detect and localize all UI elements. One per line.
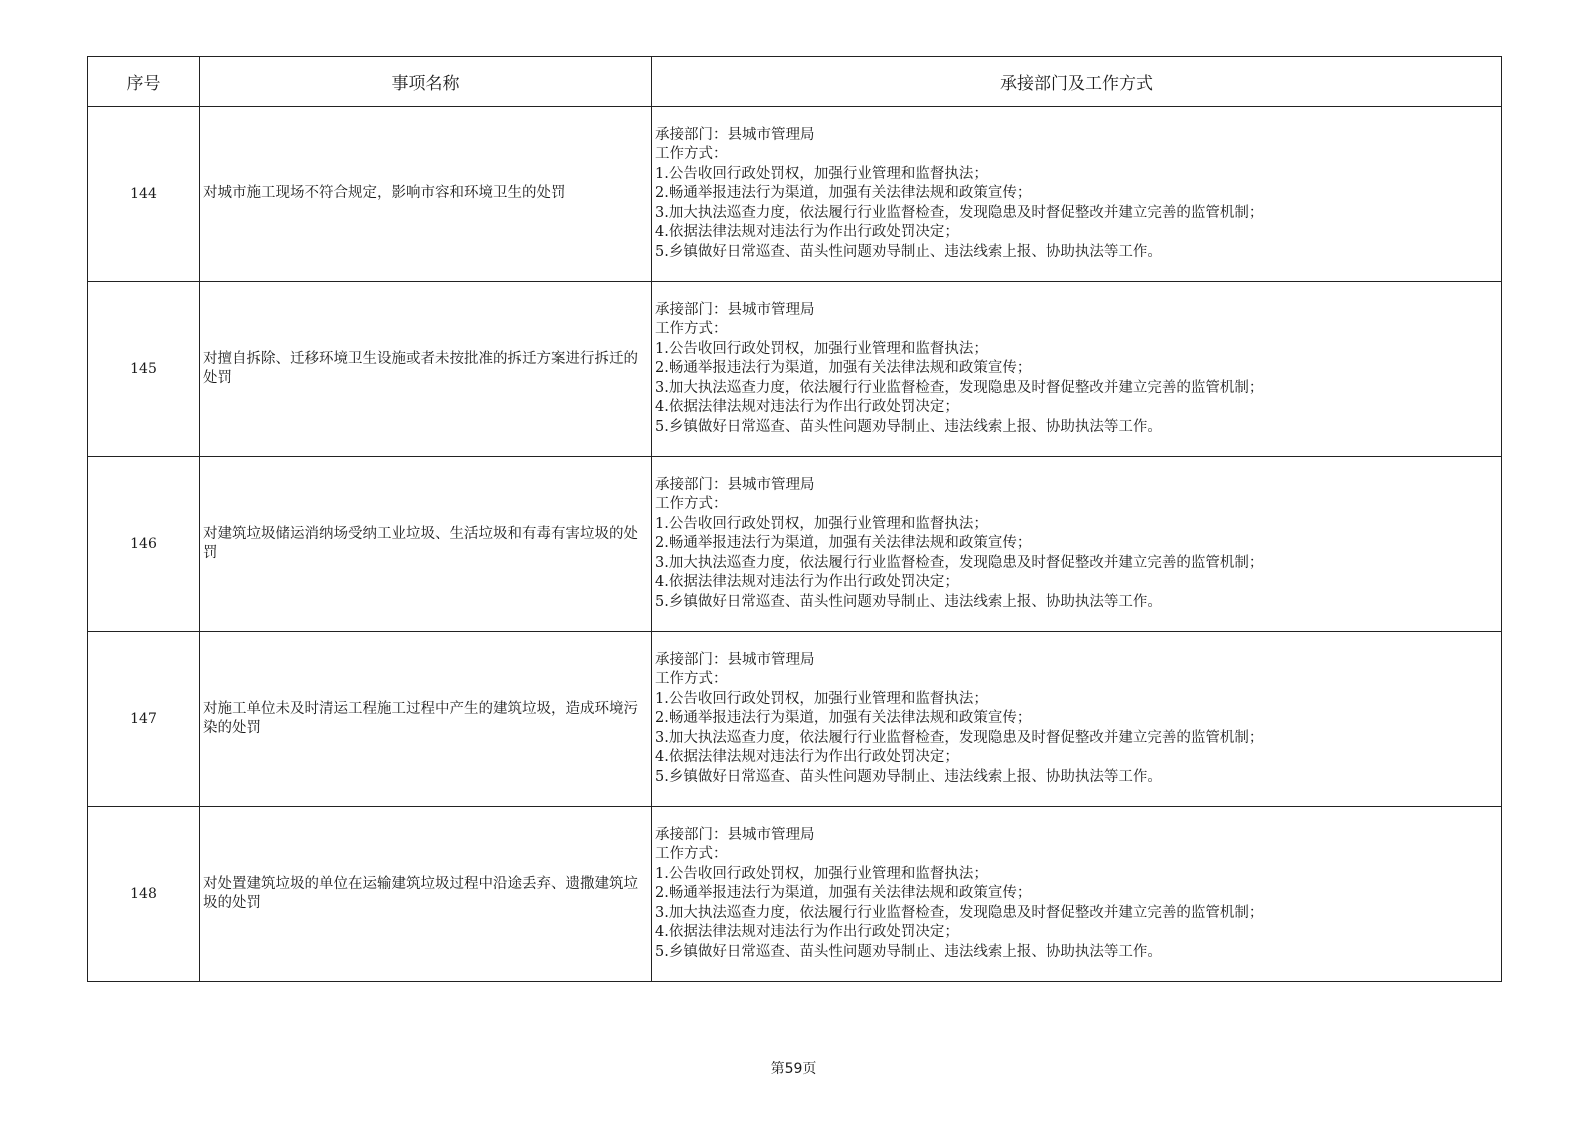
dept-and-method bbox=[652, 107, 1502, 282]
dept-line: 3.加大执法巡查力度，依法履行行业监督检查，发现隐患及时督促整改并建立完善的监管机制； bbox=[655, 554, 1264, 571]
item-name: 对施工单位未及时清运工程施工过程中产生的建筑垃圾，造成环境污染的处罚 bbox=[200, 632, 652, 807]
dept-line: 2.畅通举报违法行为渠道，加强有关法律法规和政策宣传； bbox=[655, 535, 1032, 552]
header-dept: 承接部门及工作方式 bbox=[652, 57, 1502, 107]
table-row bbox=[88, 632, 1502, 807]
dept-line: 5.乡镇做好日常巡查、苗头性问题劝导制止、违法线索上报、协助执法等工作。 bbox=[655, 593, 1162, 610]
items-table bbox=[87, 56, 1502, 982]
dept-line: 5.乡镇做好日常巡查、苗头性问题劝导制止、违法线索上报、协助执法等工作。 bbox=[655, 943, 1162, 960]
dept-line: 4.依据法律法规对违法行为作出行政处罚决定； bbox=[655, 749, 959, 766]
row-number: 145 bbox=[88, 282, 200, 457]
table-body bbox=[88, 107, 1502, 982]
dept-and-method bbox=[652, 807, 1502, 982]
dept-line: 4.依据法律法规对违法行为作出行政处罚决定； bbox=[655, 224, 959, 241]
dept-line: 承接部门：县城市管理局 bbox=[655, 826, 815, 843]
row-number: 144 bbox=[88, 107, 200, 282]
dept-line: 承接部门：县城市管理局 bbox=[655, 301, 815, 318]
dept-line: 3.加大执法巡查力度，依法履行行业监督检查，发现隐患及时督促整改并建立完善的监管机制； bbox=[655, 379, 1264, 396]
page-number: 第59页 bbox=[770, 1061, 817, 1077]
dept-and-method bbox=[652, 457, 1502, 632]
dept-line: 工作方式： bbox=[655, 496, 728, 513]
dept-line: 1.公告收回行政处罚权，加强行业管理和监督执法； bbox=[655, 165, 988, 182]
item-name: 对建筑垃圾储运消纳场受纳工业垃圾、生活垃圾和有毒有害垃圾的处罚 bbox=[200, 457, 652, 632]
dept-line: 2.畅通举报违法行为渠道，加强有关法律法规和政策宣传； bbox=[655, 360, 1032, 377]
dept-line: 4.依据法律法规对违法行为作出行政处罚决定； bbox=[655, 574, 959, 591]
dept-line: 工作方式： bbox=[655, 321, 728, 338]
dept-line: 承接部门：县城市管理局 bbox=[655, 651, 815, 668]
header-no: 序号 bbox=[88, 57, 200, 107]
dept-line: 1.公告收回行政处罚权，加强行业管理和监督执法； bbox=[655, 340, 988, 357]
header-row bbox=[88, 57, 1502, 107]
dept-line: 5.乡镇做好日常巡查、苗头性问题劝导制止、违法线索上报、协助执法等工作。 bbox=[655, 418, 1162, 435]
dept-line: 1.公告收回行政处罚权，加强行业管理和监督执法； bbox=[655, 690, 988, 707]
dept-line: 3.加大执法巡查力度，依法履行行业监督检查，发现隐患及时督促整改并建立完善的监管机制； bbox=[655, 729, 1264, 746]
dept-line: 1.公告收回行政处罚权，加强行业管理和监督执法； bbox=[655, 515, 988, 532]
dept-line: 1.公告收回行政处罚权，加强行业管理和监督执法； bbox=[655, 865, 988, 882]
row-number: 148 bbox=[88, 807, 200, 982]
item-name: 对擅自拆除、迁移环境卫生设施或者未按批准的拆迁方案进行拆迁的处罚 bbox=[200, 282, 652, 457]
dept-and-method bbox=[652, 282, 1502, 457]
dept-line: 3.加大执法巡查力度，依法履行行业监督检查，发现隐患及时督促整改并建立完善的监管机制； bbox=[655, 204, 1264, 221]
row-number: 147 bbox=[88, 632, 200, 807]
dept-line: 工作方式： bbox=[655, 146, 728, 163]
dept-line: 2.畅通举报违法行为渠道，加强有关法律法规和政策宣传； bbox=[655, 185, 1032, 202]
dept-line: 工作方式： bbox=[655, 846, 728, 863]
item-name: 对城市施工现场不符合规定，影响市容和环境卫生的处罚 bbox=[200, 107, 652, 282]
table-row bbox=[88, 457, 1502, 632]
row-number: 146 bbox=[88, 457, 200, 632]
table-row bbox=[88, 807, 1502, 982]
dept-line: 3.加大执法巡查力度，依法履行行业监督检查，发现隐患及时督促整改并建立完善的监管机制； bbox=[655, 904, 1264, 921]
dept-line: 承接部门：县城市管理局 bbox=[655, 126, 815, 143]
dept-line: 2.畅通举报违法行为渠道，加强有关法律法规和政策宣传； bbox=[655, 885, 1032, 902]
dept-line: 5.乡镇做好日常巡查、苗头性问题劝导制止、违法线索上报、协助执法等工作。 bbox=[655, 768, 1162, 785]
dept-line: 5.乡镇做好日常巡查、苗头性问题劝导制止、违法线索上报、协助执法等工作。 bbox=[655, 243, 1162, 260]
dept-line: 4.依据法律法规对违法行为作出行政处罚决定； bbox=[655, 924, 959, 941]
item-name: 对处置建筑垃圾的单位在运输建筑垃圾过程中沿途丢弃、遗撒建筑垃圾的处罚 bbox=[200, 807, 652, 982]
header-name: 事项名称 bbox=[200, 57, 652, 107]
table-row bbox=[88, 107, 1502, 282]
dept-line: 2.畅通举报违法行为渠道，加强有关法律法规和政策宣传； bbox=[655, 710, 1032, 727]
table-header bbox=[88, 57, 1502, 107]
dept-line: 承接部门：县城市管理局 bbox=[655, 476, 815, 493]
dept-line: 4.依据法律法规对违法行为作出行政处罚决定； bbox=[655, 399, 959, 416]
table-row bbox=[88, 282, 1502, 457]
dept-line: 工作方式： bbox=[655, 671, 728, 688]
dept-and-method bbox=[652, 632, 1502, 807]
